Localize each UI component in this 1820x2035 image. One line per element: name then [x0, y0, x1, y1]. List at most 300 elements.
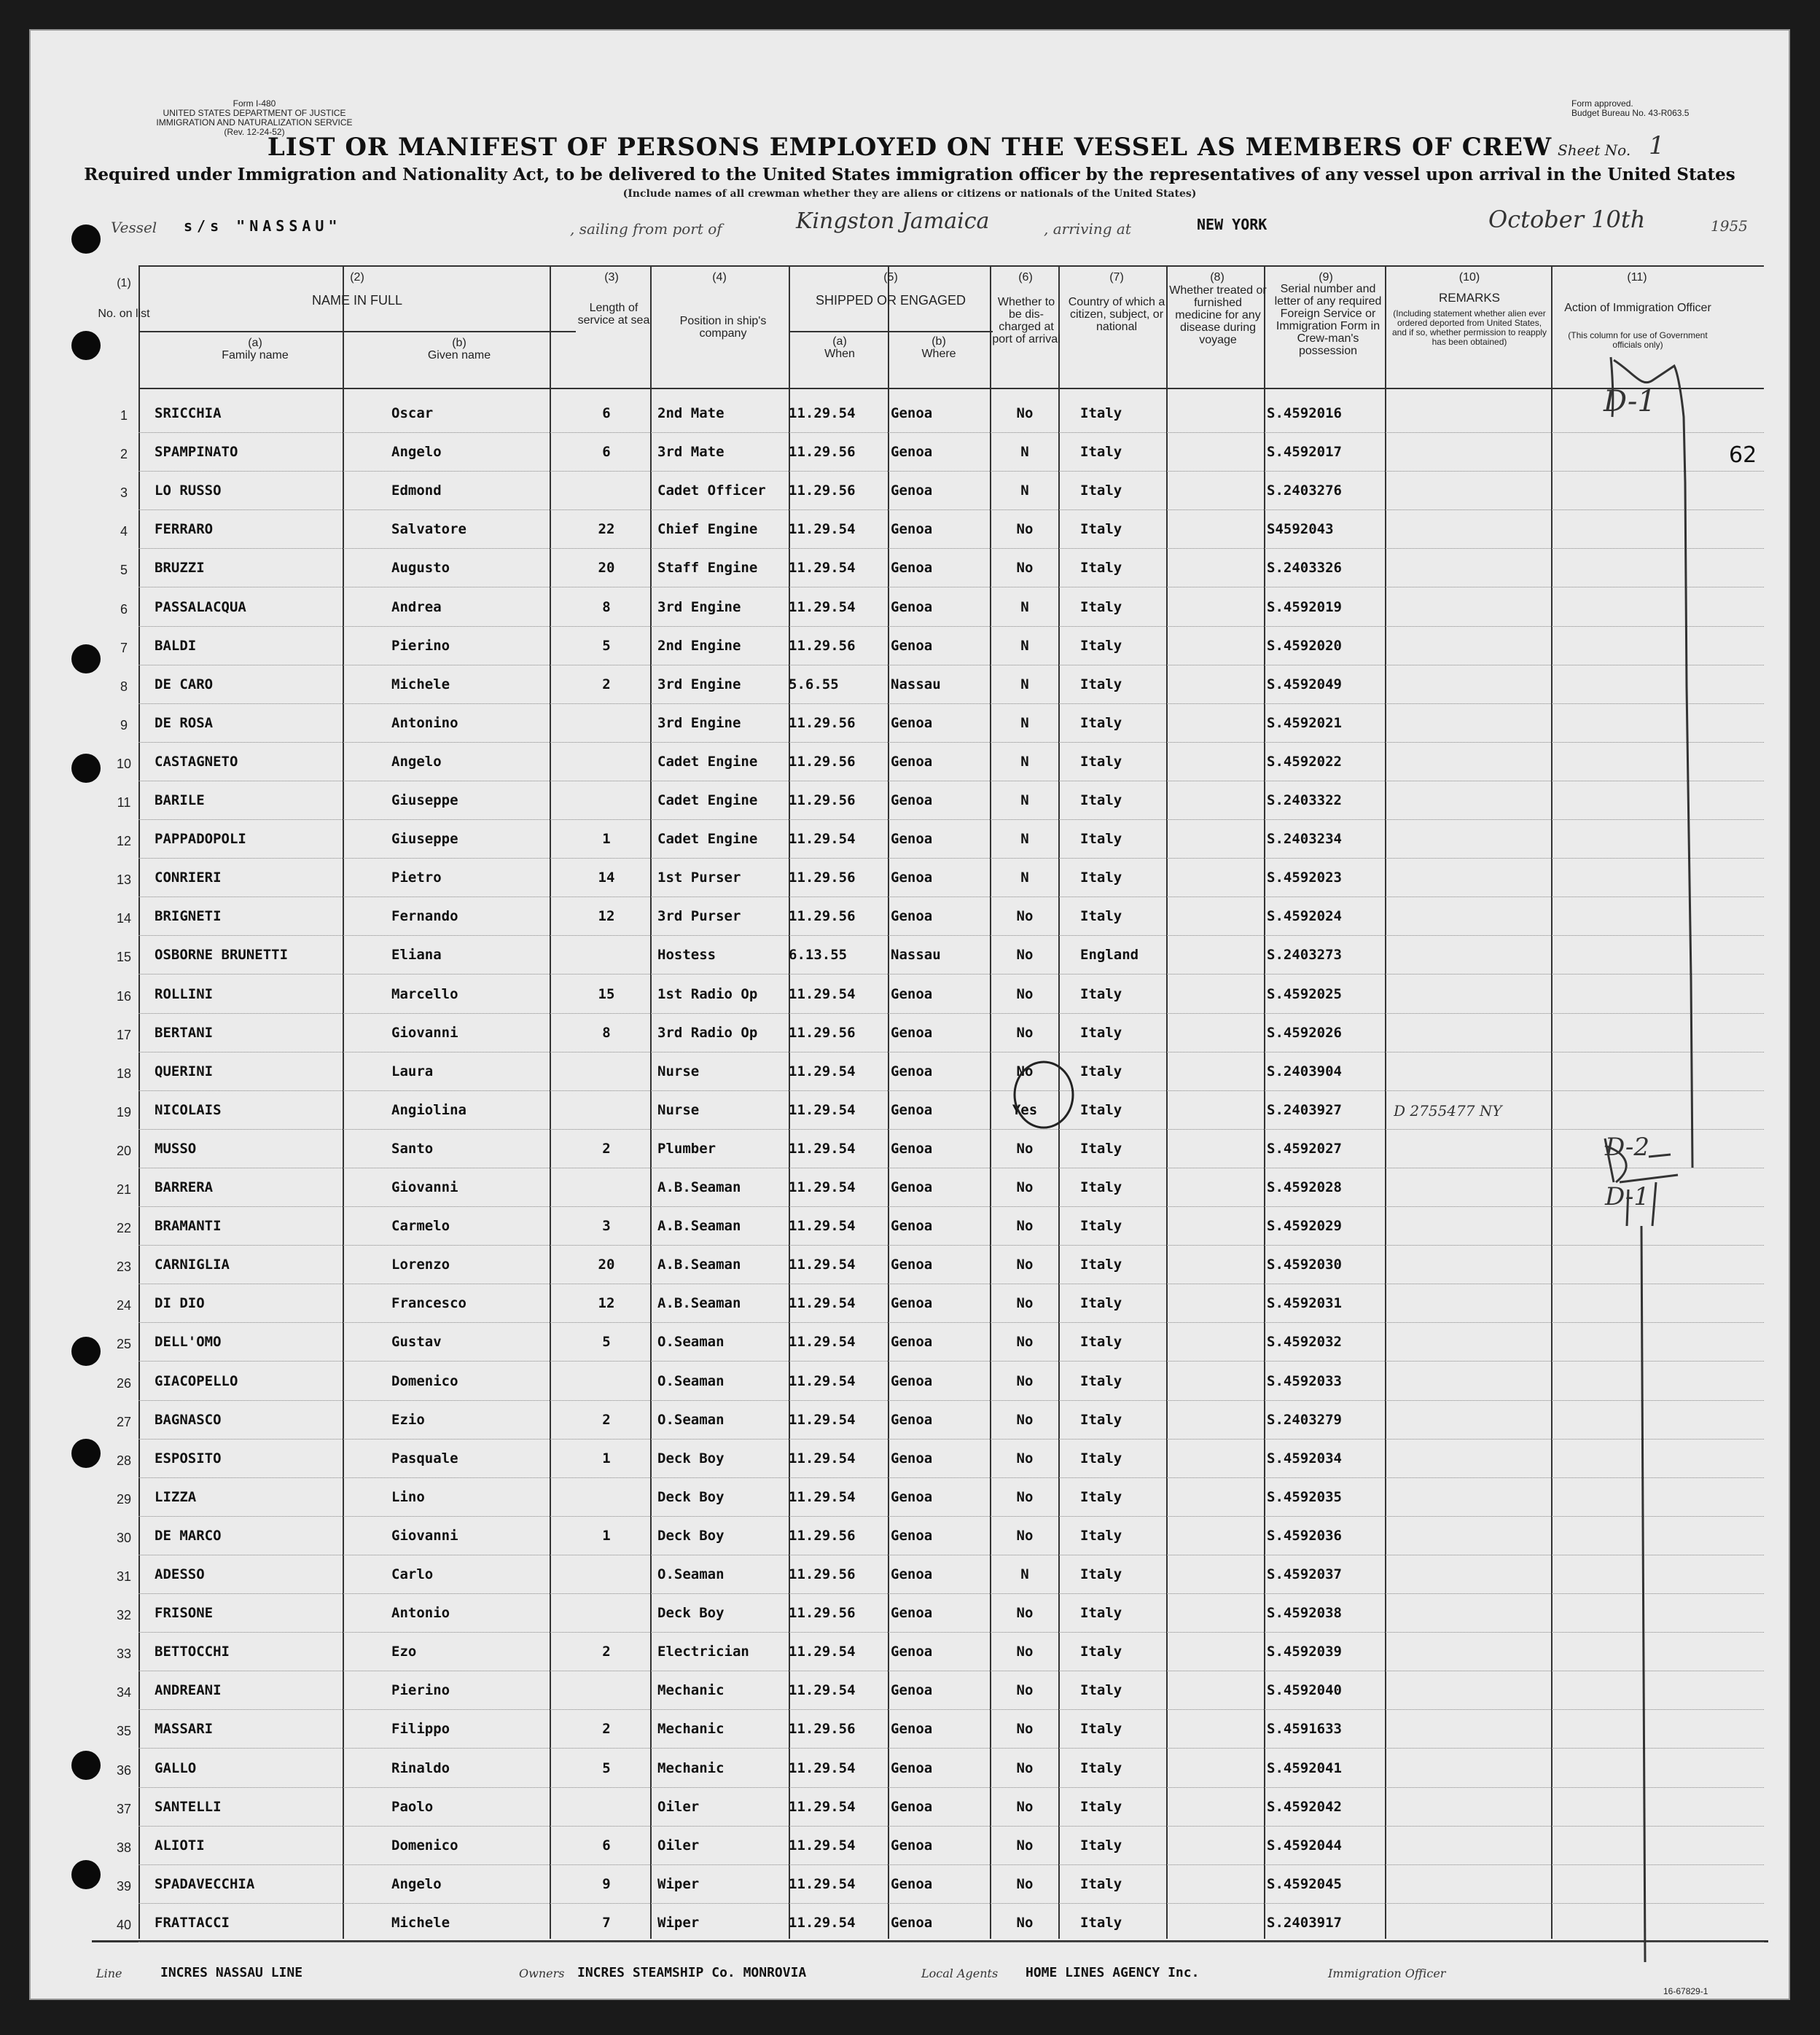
cell-family: DE ROSA [155, 714, 214, 731]
cell-disch: No [1016, 1914, 1034, 1931]
cell-where: Genoa [891, 444, 933, 461]
cell-where: Genoa [891, 1566, 933, 1582]
cell-serial: S.4592041 [1267, 1759, 1342, 1776]
cell-position: Oiler [657, 1798, 700, 1815]
cell-family: MUSSO [155, 1140, 197, 1157]
cell-position: Wiper [657, 1914, 700, 1931]
agents-name: HOME LINES AGENCY Inc. [1026, 1965, 1200, 1980]
cell-family: BETTOCCHI [155, 1644, 230, 1660]
cell-serial: S.2403927 [1267, 1101, 1342, 1118]
cell-position: 2nd Engine [657, 637, 741, 654]
cell-disch: No [1016, 1759, 1034, 1776]
cell-when: 11.29.56 [789, 1605, 856, 1622]
cell-given: Pietro [391, 870, 442, 886]
cell-given: Pasquale [391, 1450, 458, 1466]
cell-country: Italy [1080, 1798, 1122, 1815]
include-note: (Include names of all crewman whether they are aliens or citizens or nationals of the United States) [622, 188, 1197, 200]
cell-where: Genoa [891, 637, 933, 654]
cell-serial: S.4592021 [1267, 714, 1342, 731]
cell-given: Francesco [391, 1295, 466, 1312]
row-number: 13 [116, 872, 132, 888]
cell-when: 11.29.56 [789, 870, 856, 886]
row-number: 16 [116, 988, 132, 1004]
cell-disch: N [1020, 1566, 1029, 1582]
row-number: 28 [116, 1453, 132, 1468]
row-number: 33 [116, 1647, 132, 1662]
cell-where: Genoa [891, 483, 933, 499]
cell-country: Italy [1080, 1488, 1122, 1505]
cell-position: Hostess [657, 947, 716, 964]
cell-position: Plumber [657, 1140, 716, 1157]
cell-family: FRISONE [155, 1605, 214, 1622]
cell-disch: No [1016, 405, 1034, 421]
cell-serial: S.2403279 [1267, 1411, 1342, 1428]
cell-family: SRICCHIA [155, 405, 222, 421]
cell-serial: S.2403322 [1267, 792, 1342, 808]
col6-header: Whether to be dis-charged at port of arrival [992, 296, 1061, 345]
cell-disch: No [1016, 1450, 1034, 1466]
row-number: 5 [120, 563, 128, 578]
cell-country: England [1080, 947, 1139, 964]
col9-header: Serial number and letter of any required Foreign Service or Immigration Form in Crew-man's possession [1274, 283, 1382, 357]
row-number: 35 [116, 1724, 132, 1739]
cell-when: 11.29.56 [789, 1721, 856, 1738]
row-number: 27 [116, 1414, 132, 1429]
cell-disch: No [1016, 1295, 1034, 1312]
owners-label: Owners [519, 1966, 565, 1980]
row-number: 23 [116, 1259, 132, 1275]
cell-serial: S.4592032 [1267, 1334, 1342, 1351]
cell-family: DELL'OMO [155, 1334, 222, 1351]
cell-family: DI DIO [155, 1295, 205, 1312]
cell-length: 5 [602, 637, 611, 654]
sheet-number: 1 [1649, 131, 1665, 160]
col8-number: (8) [1210, 271, 1225, 284]
cell-position: O.Seaman [657, 1372, 725, 1389]
cell-length: 15 [598, 985, 615, 1002]
cell-country: Italy [1080, 521, 1122, 538]
row-number: 3 [120, 485, 128, 501]
cell-where: Genoa [891, 1411, 933, 1428]
row-number: 10 [116, 756, 132, 771]
cell-disch: N [1020, 637, 1029, 654]
cell-country: Italy [1080, 1218, 1122, 1235]
col11-header: Action of Immigration Officer [1564, 302, 1711, 314]
cell-family: LO RUSSO [155, 483, 222, 499]
cell-disch: No [1016, 560, 1034, 577]
cell-given: Angelo [391, 1875, 442, 1892]
cell-where: Genoa [891, 831, 933, 848]
cell-country: Italy [1080, 1875, 1122, 1892]
vessel-label: Vessel [111, 219, 157, 236]
cell-position: Cadet Officer [657, 483, 766, 499]
cell-serial: S.4592029 [1267, 1218, 1342, 1235]
cell-disch: No [1016, 1257, 1034, 1273]
cell-family: QUERINI [155, 1063, 214, 1079]
cell-disch: No [1016, 947, 1034, 964]
revision: (Rev. 12-24-52) [224, 127, 285, 137]
cell-where: Genoa [891, 1179, 933, 1195]
cell-disch: N [1020, 714, 1029, 731]
approval-text: Form approved. [1571, 98, 1633, 109]
cell-given: Eliana [391, 947, 442, 964]
row-number: 40 [116, 1917, 132, 1932]
cell-when: 11.29.54 [789, 1411, 856, 1428]
cell-where: Genoa [891, 1914, 933, 1931]
cell-family: BRIGNETI [155, 908, 222, 925]
cell-given: Giovanni [391, 1024, 458, 1041]
cell-where: Genoa [891, 753, 933, 770]
cell-disch: No [1016, 1140, 1034, 1157]
cell-serial: S.4592026 [1267, 1024, 1342, 1041]
agents-label: Local Agents [921, 1966, 999, 1980]
where-header: (b) Where [921, 335, 956, 360]
cell-family: CARNIGLIA [155, 1257, 230, 1273]
cell-disch: No [1016, 1721, 1034, 1738]
cell-when: 11.29.54 [789, 1450, 856, 1466]
cell-length: 5 [602, 1759, 611, 1776]
cell-family: SPAMPINATO [155, 444, 238, 461]
cell-family: DE MARCO [155, 1527, 222, 1544]
cell-country: Italy [1080, 1914, 1122, 1931]
cell-where: Genoa [891, 714, 933, 731]
row-number: 24 [116, 1298, 132, 1313]
cell-when: 11.29.54 [789, 1488, 856, 1505]
row-number: 17 [116, 1027, 132, 1042]
cell-position: Mechanic [657, 1721, 725, 1738]
cell-serial: S.2403326 [1267, 560, 1342, 577]
manifest-page [29, 29, 1790, 2000]
row-number: 12 [116, 834, 132, 849]
col2-number: (2) [350, 271, 364, 284]
col6-number: (6) [1018, 271, 1033, 284]
cell-length: 1 [602, 831, 611, 848]
cell-position: A.B.Seaman [657, 1179, 741, 1195]
cell-where: Genoa [891, 1334, 933, 1351]
officer-mark-mid: D-2 [1605, 1133, 1650, 1162]
cell-position: Deck Boy [657, 1527, 725, 1544]
cell-disch: No [1016, 1837, 1034, 1854]
cell-length: 12 [598, 908, 615, 925]
cell-family: FERRARO [155, 521, 214, 538]
cell-position: Nurse [657, 1063, 700, 1079]
cell-position: 3rd Radio Op [657, 1024, 758, 1041]
cell-where: Genoa [891, 1024, 933, 1041]
cell-given: Angelo [391, 753, 442, 770]
cell-where: Genoa [891, 870, 933, 886]
cell-given: Andrea [391, 598, 442, 615]
sheet-label: Sheet No. [1558, 141, 1631, 159]
row-number: 9 [120, 717, 128, 733]
cell-position: Cadet Engine [657, 753, 758, 770]
cell-serial: S.4591633 [1267, 1721, 1342, 1738]
cell-given: Laura [391, 1063, 434, 1079]
cell-length: 2 [602, 1411, 611, 1428]
cell-country: Italy [1080, 560, 1122, 577]
cell-when: 11.29.54 [789, 1295, 856, 1312]
cell-when: 11.29.54 [789, 1875, 856, 1892]
cell-country: Italy [1080, 831, 1122, 848]
line-name: INCRES NASSAU LINE [160, 1965, 303, 1980]
cell-family: DE CARO [155, 676, 214, 692]
cell-country: Italy [1080, 1063, 1122, 1079]
cell-when: 11.29.54 [789, 598, 856, 615]
cell-when: 11.29.54 [789, 1837, 856, 1854]
cell-given: Filippo [391, 1721, 450, 1738]
cell-length: 20 [598, 1257, 615, 1273]
row-number: 36 [116, 1762, 132, 1778]
cell-position: Staff Engine [657, 560, 758, 577]
cell-where: Genoa [891, 1837, 933, 1854]
cell-family: PASSALACQUA [155, 598, 246, 615]
cell-where: Genoa [891, 1101, 933, 1118]
cell-serial: S.2403276 [1267, 483, 1342, 499]
when-header: (a) When [824, 335, 855, 360]
cell-length: 12 [598, 1295, 615, 1312]
col5-number: (5) [883, 271, 898, 284]
cell-given: Giovanni [391, 1179, 458, 1195]
cell-length: 14 [598, 870, 615, 886]
cell-country: Italy [1080, 1759, 1122, 1776]
cell-when: 11.29.54 [789, 831, 856, 848]
cell-country: Italy [1080, 1682, 1122, 1699]
cell-disch: No [1016, 1875, 1034, 1892]
cell-serial: S.4592033 [1267, 1372, 1342, 1389]
cell-when: 11.29.56 [789, 1566, 856, 1582]
cell-family: OSBORNE BRUNETTI [155, 947, 289, 964]
remarks-note: (Including statement whether alien ever ordered deported from United States, and if so, whether permission to reapply has been obtained) [1391, 308, 1547, 347]
cell-given: Lino [391, 1488, 425, 1505]
cell-disch: N [1020, 444, 1029, 461]
cell-disch: No [1016, 985, 1034, 1002]
cell-where: Genoa [891, 1875, 933, 1892]
cell-given: Antonio [391, 1605, 450, 1622]
cell-where: Genoa [891, 1140, 933, 1157]
cell-given: Pierino [391, 637, 450, 654]
cell-disch: N [1020, 676, 1029, 692]
cell-where: Genoa [891, 1759, 933, 1776]
cell-where: Genoa [891, 560, 933, 577]
row-number: 25 [116, 1337, 132, 1352]
cell-length: 9 [602, 1875, 611, 1892]
col8-header: Whether treated or furnished medicine for any disease during voyage [1169, 284, 1267, 346]
cell-disch: No [1016, 1527, 1034, 1544]
cell-length: 8 [602, 598, 611, 615]
cell-serial: S.4592044 [1267, 1837, 1342, 1854]
row-number: 39 [116, 1878, 132, 1894]
cell-where: Genoa [891, 1644, 933, 1660]
cell-serial: S.4592036 [1267, 1527, 1342, 1544]
sailing-label: , sailing from port of [570, 220, 722, 238]
row-number: 29 [116, 1491, 132, 1507]
cell-position: 3rd Engine [657, 676, 741, 692]
cell-serial: S.4592038 [1267, 1605, 1342, 1622]
vessel-name: s/s "NASSAU" [184, 217, 342, 235]
row-number: 21 [116, 1182, 132, 1197]
cell-position: 3rd Mate [657, 444, 725, 461]
cell-length: 6 [602, 405, 611, 421]
cell-family: BARILE [155, 792, 205, 808]
col1-number: (1) [117, 277, 131, 289]
form-number: Form I-480 [233, 98, 276, 109]
row-number: 14 [116, 911, 132, 926]
cell-disch: No [1016, 1682, 1034, 1699]
officer-label: Immigration Officer [1328, 1966, 1446, 1980]
cell-disch: No [1016, 1179, 1034, 1195]
cell-disch: No [1016, 1063, 1034, 1079]
cell-country: Italy [1080, 405, 1122, 421]
department: UNITED STATES DEPARTMENT OF JUSTICE [163, 108, 346, 118]
officer-mark-mid2: D-1 [1605, 1182, 1650, 1211]
cell-when: 11.29.56 [789, 753, 856, 770]
cell-given: Carmelo [391, 1218, 450, 1235]
line-label: Line [96, 1966, 122, 1980]
cell-country: Italy [1080, 1101, 1122, 1118]
arrival-port: NEW YORK [1197, 216, 1268, 233]
cell-length: 20 [598, 560, 615, 577]
cell-where: Genoa [891, 598, 933, 615]
cell-given: Angiolina [391, 1101, 466, 1118]
cell-disch: No [1016, 1334, 1034, 1351]
cell-disch: No [1016, 1372, 1034, 1389]
cell-given: Augusto [391, 560, 450, 577]
cell-length: 7 [602, 1914, 611, 1931]
cell-position: Nurse [657, 1101, 700, 1118]
cell-position: Deck Boy [657, 1605, 725, 1622]
cell-disch: No [1016, 1024, 1034, 1041]
cell-length: 6 [602, 1837, 611, 1854]
cell-serial: S.2403917 [1267, 1914, 1342, 1931]
cell-position: 1st Purser [657, 870, 741, 886]
cell-when: 11.29.54 [789, 1798, 856, 1815]
cell-given: Domenico [391, 1372, 458, 1389]
cell-when: 11.29.54 [789, 1759, 856, 1776]
cell-when: 11.29.54 [789, 1257, 856, 1273]
cell-country: Italy [1080, 714, 1122, 731]
cell-where: Genoa [891, 985, 933, 1002]
cell-given: Domenico [391, 1837, 458, 1854]
cell-length: 8 [602, 1024, 611, 1041]
row-number: 30 [116, 1530, 132, 1545]
cell-when: 11.29.54 [789, 1914, 856, 1931]
cell-given: Marcello [391, 985, 458, 1002]
cell-position: Oiler [657, 1837, 700, 1854]
cell-when: 6.13.55 [789, 947, 848, 964]
cell-position: 3rd Engine [657, 598, 741, 615]
cell-when: 11.29.54 [789, 521, 856, 538]
col2-header: NAME IN FULL [311, 293, 403, 308]
cell-family: BALDI [155, 637, 197, 654]
cell-given: Fernando [391, 908, 458, 925]
cell-where: Genoa [891, 1295, 933, 1312]
cell-country: Italy [1080, 598, 1122, 615]
cell-family: SANTELLI [155, 1798, 222, 1815]
cell-when: 11.29.54 [789, 1644, 856, 1660]
cell-where: Genoa [891, 792, 933, 808]
row-number: 32 [116, 1608, 132, 1623]
cell-serial: S.4592045 [1267, 1875, 1342, 1892]
cell-when: 11.29.54 [789, 1218, 856, 1235]
cell-position: Chief Engine [657, 521, 758, 538]
cell-family: LIZZA [155, 1488, 197, 1505]
cell-given: Carlo [391, 1566, 434, 1582]
cell-family: NICOLAIS [155, 1101, 222, 1118]
cell-family: CASTAGNETO [155, 753, 238, 770]
cell-when: 11.29.54 [789, 1372, 856, 1389]
cell-family: ADESSO [155, 1566, 205, 1582]
cell-where: Genoa [891, 1721, 933, 1738]
cell-where: Genoa [891, 1488, 933, 1505]
cell-serial: S.4592037 [1267, 1566, 1342, 1582]
cell-family: BRAMANTI [155, 1218, 222, 1235]
cell-position: O.Seaman [657, 1411, 725, 1428]
cell-length: 5 [602, 1334, 611, 1351]
cell-disch: N [1020, 483, 1029, 499]
cell-where: Genoa [891, 1063, 933, 1079]
col5-header: SHIPPED OR ENGAGED [815, 293, 966, 308]
margin-note: 62 [1729, 442, 1757, 468]
cell-when: 11.29.56 [789, 908, 856, 925]
cell-serial: S.4592039 [1267, 1644, 1342, 1660]
cell-position: 3rd Engine [657, 714, 741, 731]
cell-serial: S.4592049 [1267, 676, 1342, 692]
cell-country: Italy [1080, 1721, 1122, 1738]
cell-length: 2 [602, 1140, 611, 1157]
cell-given: Ezio [391, 1411, 425, 1428]
cell-given: Michele [391, 1914, 450, 1931]
cell-disch: N [1020, 792, 1029, 808]
cell-position: Deck Boy [657, 1450, 725, 1466]
cell-serial: S.2403273 [1267, 947, 1342, 964]
row-number: 22 [116, 1221, 132, 1236]
row-number: 38 [116, 1840, 132, 1855]
action-note: (This column for use of Government officials only) [1568, 330, 1708, 350]
cell-position: O.Seaman [657, 1566, 725, 1582]
cell-given: Pierino [391, 1682, 450, 1699]
cell-when: 11.29.56 [789, 792, 856, 808]
cell-family: BARRERA [155, 1179, 214, 1195]
cell-country: Italy [1080, 1257, 1122, 1273]
cell-given: Antonino [391, 714, 458, 731]
cell-serial: S.2403904 [1267, 1063, 1342, 1079]
cell-serial: S.2403234 [1267, 831, 1342, 848]
cell-family: SPADAVECCHIA [155, 1875, 255, 1892]
cell-given: Santo [391, 1140, 434, 1157]
cell-country: Italy [1080, 1411, 1122, 1428]
print-code: 16-67829-1 [1663, 1986, 1708, 1996]
cell-family: GALLO [155, 1759, 197, 1776]
cell-family: CONRIERI [155, 870, 222, 886]
cell-given: Angelo [391, 444, 442, 461]
col3-header: Length of service at sea [577, 302, 650, 327]
cell-country: Italy [1080, 637, 1122, 654]
cell-position: A.B.Seaman [657, 1295, 741, 1312]
col1-header: No. on list [98, 308, 150, 320]
cell-position: Cadet Engine [657, 792, 758, 808]
row-number: 15 [116, 950, 132, 965]
cell-country: Italy [1080, 870, 1122, 886]
cell-country: Italy [1080, 1140, 1122, 1157]
cell-given: Gustav [391, 1334, 442, 1351]
cell-position: Wiper [657, 1875, 700, 1892]
cell-family: GIACOPELLO [155, 1372, 238, 1389]
cell-family: ESPOSITO [155, 1450, 222, 1466]
cell-where: Genoa [891, 1605, 933, 1622]
cell-serial: S.4592040 [1267, 1682, 1342, 1699]
cell-serial: S.4592020 [1267, 637, 1342, 654]
cell-serial: S.4592034 [1267, 1450, 1342, 1466]
col9-number: (9) [1319, 271, 1333, 284]
